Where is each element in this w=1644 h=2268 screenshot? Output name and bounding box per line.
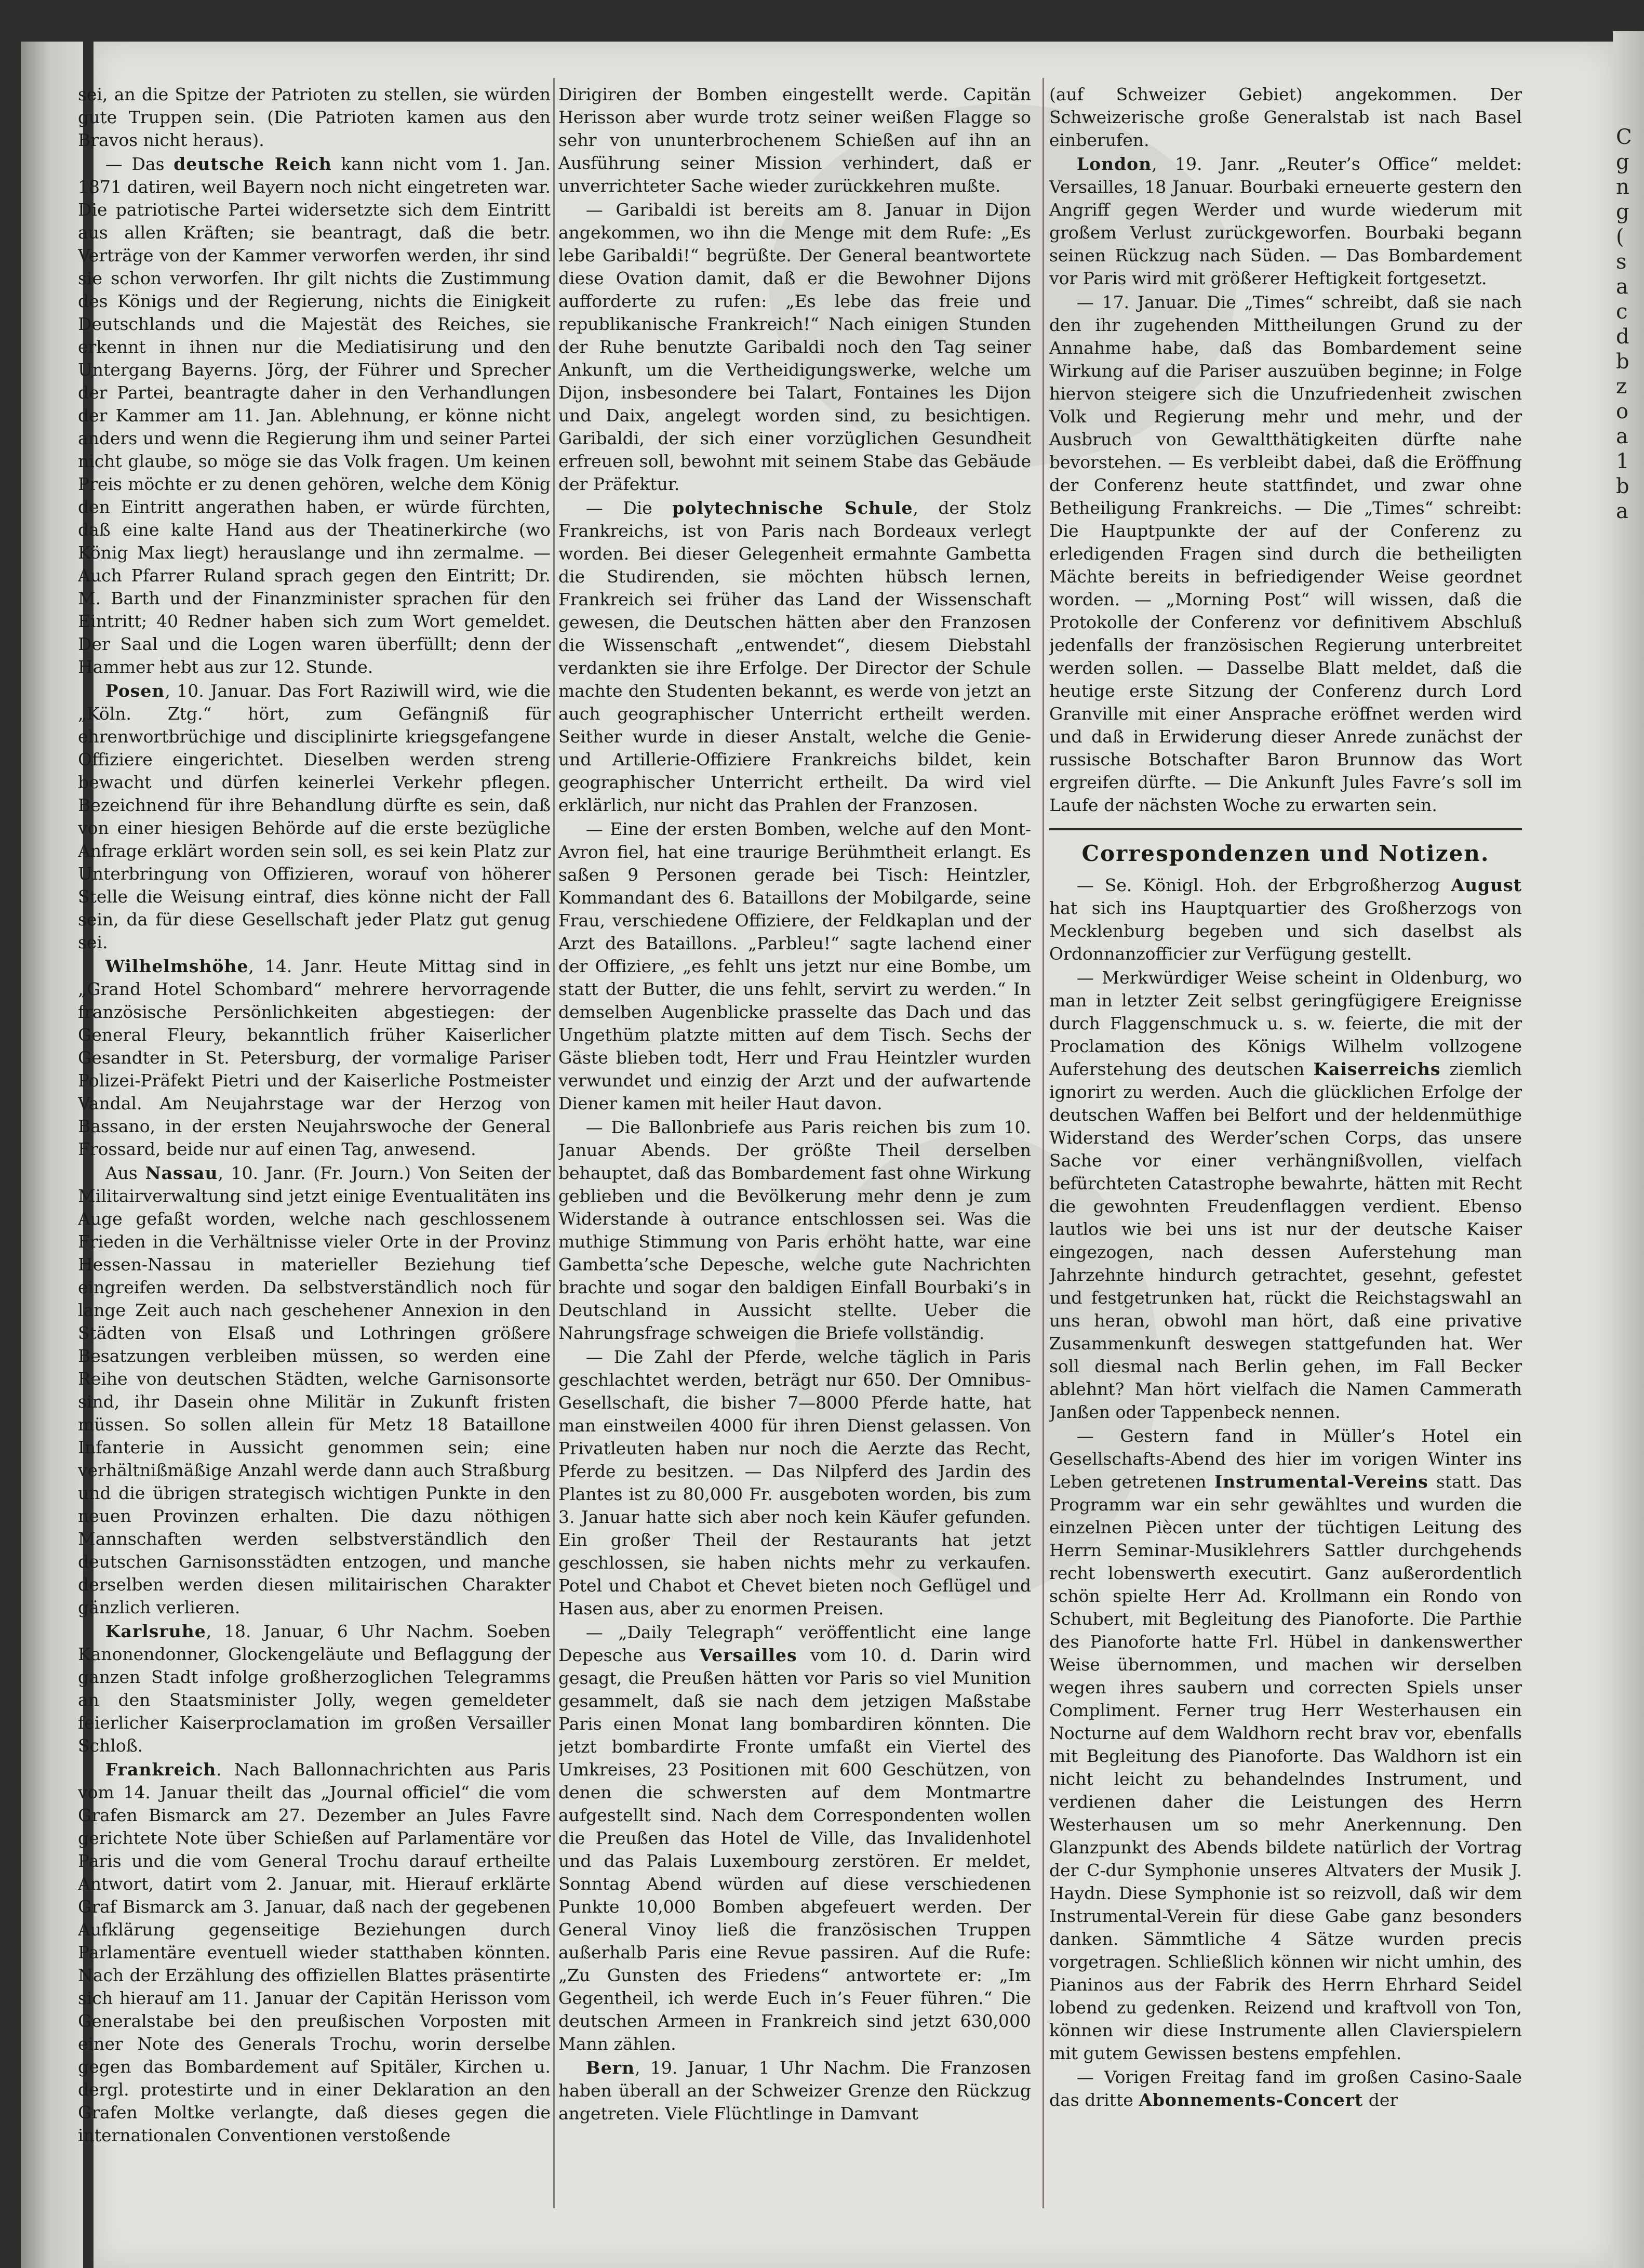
dateline-keyword: Nassau: [145, 1163, 218, 1183]
strip-letter: g: [1616, 150, 1629, 174]
underlying-page-edge: [21, 42, 83, 2268]
paragraph-prefix: — Gestern fand in Müller’s Hotel ein Gesellschafts-Abend des hier im vorigen Winter ins Leben getretenen: [1049, 1426, 1522, 1492]
dateline-keyword: London: [1076, 154, 1152, 174]
article-paragraph: [78, 955, 551, 1161]
article-paragraph: [78, 153, 551, 679]
dateline-keyword: Wilhelmshöhe: [105, 956, 249, 976]
text-column-1: [78, 83, 551, 2203]
article-paragraph: [78, 1620, 551, 1757]
paragraph-body: statt. Das Programm war ein sehr gewähltes und wurden die einzelnen Piècen unter der tüchtigen Leitung des Herrn Seminar-Musiklehrers Sattler durchgehends recht lobenswerth executirt. Ganz außerordentlich schön spielte Herr Ad. Krollmann ein Rondo von Schubert, mit Begleitung des Pianoforte. Die Parthie des Pianoforte hatte Frl. Hübel in dankenswerther Weise übernommen, und machen wir derselben wegen ihres saubern und correcten Spiels unser Compliment. Ferner trug Herr Westerhausen ein Nocturne auf dem Waldhorn recht brav vor, ebenfalls mit Begleitung des Pianoforte. Das Waldhorn ist ein nicht leicht zu behandelndes Instrument, und verdienen daher die Leistungen des Herrn Westerhausen um so mehr Anerkennung. Den Glanzpunkt des Abends bildete natürlich der Vortrag der C-dur Symphonie unseres Altvaters der Musik J. Haydn. Diese Symphonie ist so reizvoll, daß wir dem Instrumental-Verein für diese Gabe ganz besonders danken. Sämmtliche 4 Sätze wurden precis vorgetragen. Schließlich können wir nicht umhin, des Pianinos aus der Fabrik des Herrn Ehrhard Seidel lobend zu gedenken. Reizend und kraftvoll von Ton, können wir diese Instrumente allen Clavierspielern mit gutem Gewissen bestens empfehlen.: [1049, 1471, 1522, 2063]
paragraph-body: , der Stolz Frankreichs, ist von Paris nach Bordeaux verlegt worden. Bei dieser Gelegenheit ermahnte Gambetta die Studirenden, sie möchten hübsch lernen, Frankreich sei früher das Land der Wissenschaft gewesen, die Deutschen hätten aber den Franzosen die Wissenschaft „entwendet“, diesem Diebstahl verdankten sie ihre Erfolge. Der Director der Schule machte den Studenten bekannt, es werde von jetzt an auch geographischer Unterricht ertheilt werden. Seither wurde in dieser Anstalt, welche die Genie- und Artillerie-Offiziere Frankreichs bildet, kein geographischer Unterricht ertheilt. Da wird viel erklärlich, nur nicht das Prahlen der Franzosen.: [558, 498, 1031, 815]
dateline-keyword: polytechnische Schule: [672, 498, 913, 518]
paragraph-body: , 10. Januar. Das Fort Raziwill wird, wie die „Köln. Ztg.“ hört, zum Gefängniß für ehrenwortbrüchige und disciplinirte kriegsgefangene Offiziere eingerichtet. Dieselben werden streng bewacht und dürfen keinerlei Verkehr pflegen. Bezeichnend für ihre Behandlung dürfte es sein, daß von einer hiesigen Behörde auf die erste bezügliche Anfrage erklärt worden sein soll, es sei kein Platz zur Unterbringung von Offizieren, worauf von höherer Stelle die Weisung eintraf, dies könne nicht der Fall sein, da für diese Gesellschaft jeder Platz gut genug sei.: [78, 681, 551, 952]
dateline-keyword: Kaiserreichs: [1313, 1059, 1441, 1079]
article-paragraph: — Die Ballonbriefe aus Paris reichen bis zum 10. Januar Abends. Der größte Theil derselben behauptet, daß das Bombardement fast ohne Wirkung geblieben und die Bevölkerung mehr denn je zum Widerstande à outrance entschlossen sei. Was die muthige Stimmung von Paris erhöht hatte, war eine Gambetta’sche Depesche, welche gute Nachrichten brachte und sogar den baldigen Einfall Bourbaki’s in Deutschland in Aussicht stellte. Ueber die Nahrungsfrage schweigen die Briefe vollständig.: [558, 1117, 1031, 1343]
strip-letter: c: [1616, 300, 1628, 324]
paragraph-body: hat sich ins Hauptquartier des Großherzogs von Mecklenburg begeben und sich daselbst als Ordonnanzofficier zur Verfügung gestellt.: [1049, 898, 1522, 964]
strip-letter: n: [1616, 175, 1629, 199]
strip-letter: g: [1616, 200, 1629, 224]
article-paragraph: — 17. Januar. Die „Times“ schreibt, daß sie nach den ihr zugehenden Mittheilungen Grund zu der Annahme habe, daß das Bombardement seine Wirkung auf die Pariser auszuüben beginne; in Folge hiervon steigere sich die Unzufriedenheit zwischen Volk und Regierung mehr und mehr, und der Ausbruch von Gewaltthätigkeiten dürfte nahe bevorstehen. — Es verbleibt dabei, daß die Eröffnung der Conferenz heute stattfindet, und zwar ohne Betheiligung Frankreichs. — Die „Times“ schreibt: Die Hauptpunkte der auf der Conferenz zu erledigenden Fragen sind durch die betheiligten Mächte bereits in befriedigender Weise geordnet worden. — „Morning Post“ will wissen, daß die Protokolle der Conferenz vor definitivem Abschluß jedenfalls der französischen Regierung unterbreitet werden sollen. — Dasselbe Blatt meldet, daß die heutige erste Sitzung der Conferenz durch Lord Granville mit einer Ansprache eröffnet werden wird und daß in Erwiderung dieser Anrede zunächst der russische Botschafter Baron Brunnow das Wort ergreifen dürfte. — Die Ankunft Jules Favre’s soll im Laufe der nächsten Woche zu erwarten sein.: [1049, 292, 1522, 815]
adjacent-page-strip: [1613, 31, 1644, 2268]
paragraph-prefix: — Vorigen Freitag fand im großen Casino-Saale das dritte: [1049, 2067, 1522, 2110]
paragraph-prefix: — Das: [105, 154, 174, 174]
article-paragraph: [78, 1162, 551, 1619]
dateline-keyword: Instrumental-Vereins: [1214, 1471, 1428, 1492]
paragraph-body: , 14. Janr. Heute Mittag sind in „Grand Hotel Schombard“ mehrere hervorragende französische Persönlichkeiten abgestiegen: der General Fleury, bekanntlich früher Kaiserlicher Gesandter in St. Petersburg, der vormalige Pariser Polizei-Präfekt Pietri und der Kaiserliche Postmeister Vandal. Am Neujahrstage war der Herzog von Bassano, in der ersten Neujahrswoche der General Frossard, beide nur auf einen Tag, anwesend.: [78, 956, 551, 1159]
strip-letter: b: [1616, 350, 1629, 374]
paragraph-prefix: — Die: [585, 498, 673, 518]
article-paragraph: [558, 497, 1031, 817]
dateline-keyword: Frankreich: [105, 1759, 217, 1780]
dateline-keyword: Versailles: [699, 1645, 797, 1665]
dateline-keyword: Posen: [105, 681, 165, 701]
article-paragraph: sei, an die Spitze der Patrioten zu stellen, sie würden gute Truppen sein. (Die Patrioten kamen aus den Bravos nicht heraus).: [78, 84, 551, 150]
paragraph-prefix: — Se. Königl. Hoh. der Erbgroßherzog: [1076, 875, 1451, 895]
article-paragraph: Dirigiren der Bomben eingestellt werde. Capitän Herisson aber wurde trotz seiner weißen Flagge so sehr von ununterbrochenem Schießen auf ihn an Ausführung seiner Mission verhindert, daß er unverrichteter Sache wieder zurückkehren mußte.: [558, 84, 1031, 196]
article-paragraph: — Eine der ersten Bomben, welche auf den Mont-Avron fiel, hat eine traurige Berühmtheit erlangt. Es saßen 9 Personen gerade bei Tisch: Heintzler, Kommandant des 6. Bataillons der Mobilgarde, seine Frau, verschiedene Offiziere, der Feldkaplan und der Arzt des Bataillons. „Parbleu!“ sagte lachend einer der Offiziere, „es fehlt uns jetzt nur eine Bombe, um statt der Butter, die uns fehlt, servirt zu werden.“ In demselben Augenblicke prasselte das Dach und das Ungethüm platzte mitten auf dem Tisch. Sechs der Gäste blieben todt, Herr und Frau Heintzler wurden verwundet und einzig der Arzt und der aufwartende Diener kamen mit heiler Haut davon.: [558, 819, 1031, 1113]
paragraph-body: , 19. Januar, 1 Uhr Nachm. Die Franzosen haben überall an der Schweizer Grenze den Rückzug angetreten. Viele Flüchtlinge in Damvant: [558, 2058, 1031, 2124]
section-divider: [1049, 828, 1522, 830]
article-paragraph: [1049, 153, 1522, 290]
dateline-keyword: Karlsruhe: [105, 1621, 206, 1641]
strip-letter: d: [1616, 325, 1629, 349]
paragraph-body: der: [1363, 2090, 1398, 2110]
strip-letter: 1: [1616, 449, 1629, 473]
strip-letter: b: [1616, 474, 1629, 498]
dateline-keyword: deutsche Reich: [173, 154, 332, 174]
paragraph-body: , 19. Janr. „Reuter’s Office“ meldet: Versailles, 18 Januar. Bourbaki erneuerte gestern den Angriff gegen Werder und wurde wiederum mit großem Verlust zurückgeworfen. Bourbaki begann seinen Rückzug nach Süden. — Das Bombardement vor Paris wird mit größerer Heftigkeit fortgesetzt.: [1049, 154, 1522, 288]
strip-letter: (: [1616, 225, 1624, 249]
article-paragraph: — Garibaldi ist bereits am 8. Januar in Dijon angekommen, wo ihn die Menge mit dem Rufe: „Es lebe Garibaldi!“ begrüßte. Der General beantwortete diese Ovation damit, daß er die Bewohner Dijons aufforderte zu rufen: „Es lebe das freie und republikanische Frankreich!“ Nach einigen Stunden der Ruhe benutzte Garibaldi noch den Tag seiner Ankunft, um die Vertheidigungswerke, welche um Dijon, insbesondere bei Talart, Fontaines les Dijon und Daix, angelegt worden sind, zu besichtigen. Garibaldi, der sich einer vorzüglichen Gesundheit erfreuen soll, bewohnt mit seinem Stabe das Gebäude der Präfektur.: [558, 200, 1031, 494]
strip-letter: o: [1616, 400, 1629, 423]
dateline-keyword: August: [1451, 875, 1522, 895]
dateline-keyword: Abonnements-Concert: [1139, 2090, 1364, 2110]
article-paragraph: — Die Zahl der Pferde, welche täglich in Paris geschlachtet werden, beträgt nur 650. Der Omnibus-Gesellschaft, die bisher 7—8000 Pferde hatte, hat man einstweilen 4000 für ihren Dienst gelassen. Von Privatleuten haben nur noch die Aerzte das Recht, Pferde zu besitzen. — Das Nilpferd des Jardin des Plantes ist zu 80,000 Fr. ausgeboten worden, bis zum 3. Januar hatte sich aber noch kein Käufer gefunden. Ein großer Theil der Restaurants hat jetzt geschlossen, sie haben nichts mehr zu verkaufen. Potel und Chabot et Chevet bieten noch Geflügel und Hasen aus, aber zu enormen Preisen.: [558, 1347, 1031, 1619]
column-rule: [1042, 78, 1044, 2208]
strip-letter: C: [1616, 125, 1632, 149]
article-paragraph: [1049, 1425, 1522, 2065]
article-paragraph: [1049, 874, 1522, 965]
text-column-2: [558, 83, 1031, 2203]
section-heading: Correspondenzen und Notizen.: [1081, 841, 1490, 866]
strip-letter: a: [1616, 275, 1628, 299]
column-rule: [553, 78, 555, 2208]
strip-letter: a: [1616, 499, 1628, 523]
paragraph-body: ziemlich ignorirt zu werden. Auch die glücklichen Erfolge der deutschen Waffen bei Belfort und der heldenmüthige Widerstand des Werder’schen Corps, das unsere Sache vor einer verhängnißvollen, vielfach befürchteten Catastrophe bewahrte, hätten mit Recht die gewohnten Freudenflaggen verdient. Ebenso lautlos wie bei uns ist nur der deutsche Kaiser eingezogen, nach dessen Auferstehung man Jahrzehnte hindurch getrachtet, gesehnt, gefestet und festgetrunken hat, rückt die Reichstagswahl an uns heran, obwohl man hört, daß eine privative Zusammenkunft deswegen stattgefunden hat. Wer soll diesmal nach Berlin gehen, im Fall Becker ablehnt? Man hört vielfach die Namen Cammerath Janßen oder Tappenbeck nennen.: [1049, 1059, 1522, 1422]
strip-letter: z: [1616, 375, 1627, 399]
article-paragraph: [1049, 2066, 1522, 2112]
text-column-3: [1049, 83, 1522, 2203]
paragraph-prefix: Aus: [105, 1163, 145, 1183]
paragraph-body: kann nicht vom 1. Jan. 1871 datiren, weil Bayern noch nicht eingetreten war. Die patriotische Partei widersetzte sich dem Eintritt aus allen Kräften; sie beantragt, daß die betr. Verträge von der Kammer verworfen werden, ihr sind sie schon verworfen. Ihr gilt nichts die Zustimmung des Königs und der Regierung, nichts die Einigkeit Deutschlands und die Majestät des Reiches, sie erkennt in ihnen nur die Mediatisirung und den Untergang Bayerns. Jörg, der Führer und Sprecher der Partei, beantragte daher in den Verhandlungen der Kammer am 11. Jan. Ablehnung, er könne nicht anders und wenn die Regierung ihm und seiner Partei nicht glaube, so möge sie das Volk fragen. Um keinen Preis möchte er zu denen gehören, welche dem König den Eintritt angerathen haben, er würde fürchten, daß eine kalte Hand aus der Theatinerkirche (wo König Max liegt) herauslange und ihn zermalme. — Auch Pfarrer Ruland sprach gegen den Eintritt; Dr. M. Barth und der Finanzminister sprachen für den Eintritt; 40 Redner haben sich zum Wort gemeldet. Der Saal und die Logen waren überfüllt; denn der Hammer hebt aus zur 12. Stunde.: [78, 154, 551, 677]
paragraph-body: , 10. Janr. (Fr. Journ.) Von Seiten der Militairverwaltung sind jetzt einige Eventualitäten ins Auge gefaßt worden, welche nach geschlossenem Frieden in die Verhältnisse vieler Orte in der Provinz Hessen-Nassau in materieller Beziehung tief eingreifen werden. Da selbstverständlich noch für lange Zeit auch nach geschehener Annexion in den Städten von Elsaß und Lothringen größere Besatzungen verbleiben müssen, so werden eine Reihe von deutschen Städten, welche Garnisonsorte sind, ihr Dasein ohne Militär in Zukunft fristen müssen. So sollen allein für Metz 18 Bataillone Infanterie in Aussicht genommen sein; eine verhältnißmäßige Anzahl werde dann auch Straßburg und die übrigen strategisch wichtigen Punkte in den neuen Provinzen erhalten. Die dazu nöthigen Mannschaften werden selbstverständlich den deutschen Garnisonsstädten entzogen, und manche derselben werden diesen militairischen Charakter gänzlich verlieren.: [78, 1163, 551, 1617]
article-paragraph: [1049, 966, 1522, 1424]
article-paragraph: [78, 680, 551, 954]
article-paragraph: [78, 1758, 551, 2147]
paragraph-prefix: — „Daily Telegraph“ veröffentlicht eine lange Depesche aus: [558, 1622, 1031, 1665]
article-paragraph: [558, 1621, 1031, 2055]
dateline-keyword: Bern: [585, 2058, 635, 2078]
strip-letter: a: [1616, 425, 1628, 448]
article-paragraph: (auf Schweizer Gebiet) angekommen. Der Schweizerische große Generalstab ist nach Basel einberufen.: [1049, 84, 1522, 150]
paragraph-body: , 18. Januar, 6 Uhr Nachm. Soeben Kanonendonner, Glockengeläute und Beflaggung der ganzen Stadt infolge großherzoglichen Telegramms an den Staatsminister Jolly, wegen gemeldeter feierlicher Kaiserproclamation im großen Versailler Schloß.: [78, 1621, 551, 1756]
paragraph-prefix: — Merkwürdiger Weise scheint in Oldenburg, wo man in letzter Zeit selbst geringfügigere Ereignisse durch Flaggenschmuck u. s. w. feierte, die mit der Proclamation des Königs Wilhelm vollzogene Auferstehung des deutschen: [1049, 967, 1522, 1079]
paragraph-body: . Nach Ballonnachrichten aus Paris vom 14. Januar theilt das „Journal officiel“ die vom Grafen Bismarck am 27. Dezember an Jules Favre gerichtete Note über Schießen auf Parlamentäre vor Paris und die vom General Trochu darauf ertheilte Antwort, datirt vom 2. Januar, mit. Hierauf erklärte Graf Bismarck am 3. Januar, daß nach der gegebenen Aufklärung gegenseitige Beziehungen durch Parlamentäre eventuell wieder statthaben könnten. Nach der Erzählung des offiziellen Blattes präsentirte sich hierauf am 11. Januar der Capitän Herisson vom Generalstabe bei den preußischen Vorposten mit einer Note des Generals Trochu, worin derselbe gegen das Bombardement auf Spitäler, Kirchen u. dergl. protestirte und in einer Deklaration an den Grafen Moltke verlangte, daß dieses gegen die internationalen Conventionen verstoßende: [78, 1759, 551, 2145]
strip-letter: s: [1616, 250, 1627, 274]
paragraph-body: vom 10. d. Darin wird gesagt, die Preußen hätten vor Paris so viel Munition gesammelt, daß sie nach dem jetzigen Maßstabe Paris einen Monat lang bombardiren könnten. Die jetzt bombardirte Fronte umfaßt ein Viertel des Umkreises, 23 Positionen mit 600 Geschützen, von denen die schwersten auf dem Montmartre aufgestellt sind. Nach dem Correspondenten wollen die Preußen das Hotel de Ville, das Invalidenhotel und das Palais Luxembourg zerstören. Er meldet, Sonntag Abend würden auf diese verschiedenen Punkte 10,000 Bomben abgefeuert werden. Der General Vinoy ließ die französischen Truppen außerhalb Paris eine Revue passiren. Auf die Rufe: „Zu Gunsten des Friedens“ antwortete er: „Im Gegentheil, ich werde Euch in’s Feuer führen.“ Die deutschen Armeen in Frankreich sind jetzt 630,000 Mann zählen.: [558, 1645, 1031, 2054]
article-paragraph: [558, 2057, 1031, 2125]
